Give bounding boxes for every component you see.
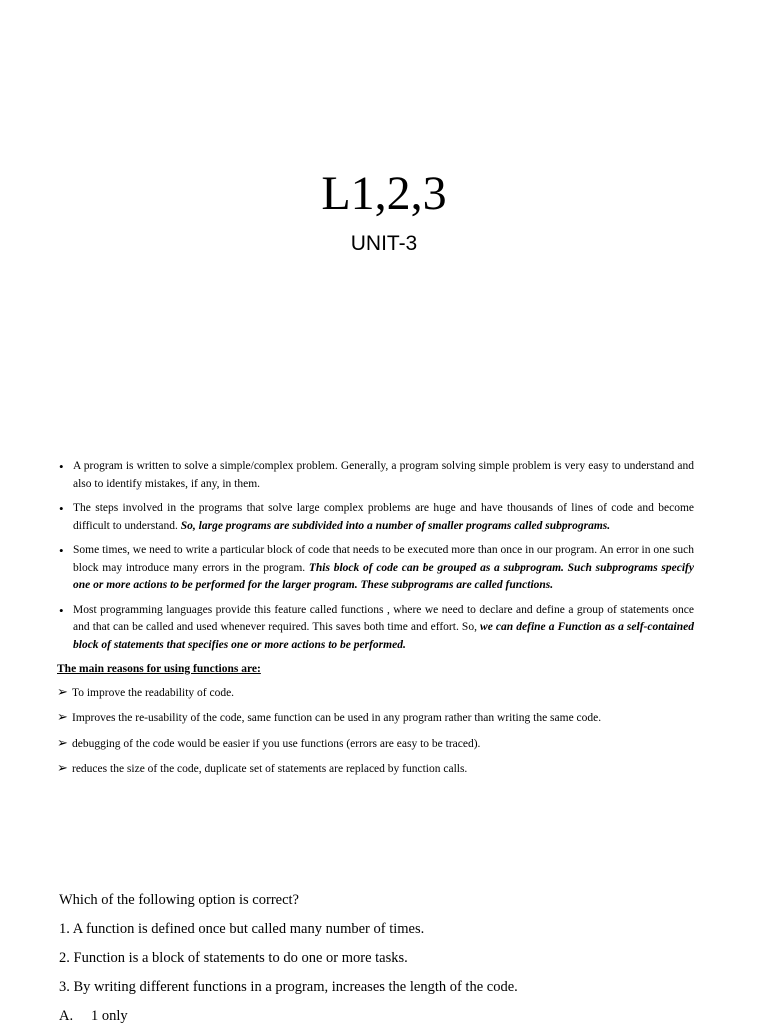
reasons-heading: The main reasons for using functions are: — [57, 663, 261, 675]
bullet-icon: • — [59, 602, 64, 618]
reason-item — [57, 761, 694, 779]
page-subtitle: UNIT-3 — [350, 232, 418, 255]
reason-text: debugging of the code would be easier if you use functions (errors are easy to be traced). — [72, 737, 481, 750]
bullet-text: A program is written to solve a simple/complex problem. Generally, a program solving simple problem is very easy to understand and also to identify mistakes, if any, in them. — [73, 460, 694, 490]
quiz-option — [59, 1006, 719, 1035]
bullet-emphasis: we can define a Function as a self-contained block of statements that specifies one or more actions to be performed. — [73, 621, 695, 651]
bullet-item — [57, 458, 694, 493]
bullet-emphasis: So, large programs are subdivided into a number of smaller programs called subprograms. — [180, 519, 611, 532]
quiz-statement: 3. By writing different functions in a program, increases the length of the code. — [59, 979, 518, 995]
arrow-bullet-icon: ➢ — [57, 735, 68, 751]
reason-text: reduces the size of the code, duplicate set of statements are replaced by function calls. — [72, 763, 468, 775]
quiz-section — [59, 890, 719, 1035]
bullet-list — [57, 458, 694, 654]
bullet-text: Some times, we need to write a particular block of code that needs to be executed more than once in our program. An error in one such block may introduce many errors in the program. — [73, 544, 694, 574]
reason-item — [57, 736, 694, 754]
bullet-item — [57, 602, 694, 655]
bullet-icon: • — [59, 501, 64, 516]
bullet-text: The steps involved in the programs that solve large complex problems are huge and have thousands of lines of code and become difficult to understand. — [73, 502, 694, 532]
reason-text: Improves the re-usability of the code, same function can be used in any program rather than writing the same code. — [72, 712, 602, 724]
quiz-option-letter: A. — [59, 1008, 74, 1024]
bullet-emphasis: This block of code can be grouped as a subprogram. Such subprograms specify one or more actions to be performed for the larger program. These subprograms are called functions. — [73, 561, 694, 591]
quiz-statement: 2. Function is a block of statements to do one or more tasks. — [59, 950, 408, 966]
reason-item — [57, 685, 694, 703]
arrow-bullet-icon: ➢ — [57, 710, 68, 725]
arrow-bullet-icon: ➢ — [57, 684, 68, 700]
bullet-icon: • — [59, 543, 64, 558]
content-section — [57, 458, 694, 787]
bullet-text: Most programming languages provide this feature called functions , where we need to declare and define a group of statements once and that can be called and used whenever required. This saves both time and effort. So, — [73, 603, 694, 633]
quiz-statement: 1. A function is defined once but called many number of times. — [59, 921, 425, 937]
page-title: L1,2,3 — [321, 167, 447, 220]
bullet-icon: • — [59, 459, 64, 474]
quiz-question: Which of the following option is correct? — [59, 892, 299, 908]
bullet-item — [57, 500, 694, 535]
reason-text: To improve the readability of code. — [72, 686, 235, 699]
quiz-option-text: 1 only — [91, 1008, 128, 1024]
arrow-bullet-icon: ➢ — [57, 761, 68, 776]
reason-item — [57, 710, 694, 728]
reasons-list — [57, 685, 694, 779]
bullet-item — [57, 542, 694, 595]
